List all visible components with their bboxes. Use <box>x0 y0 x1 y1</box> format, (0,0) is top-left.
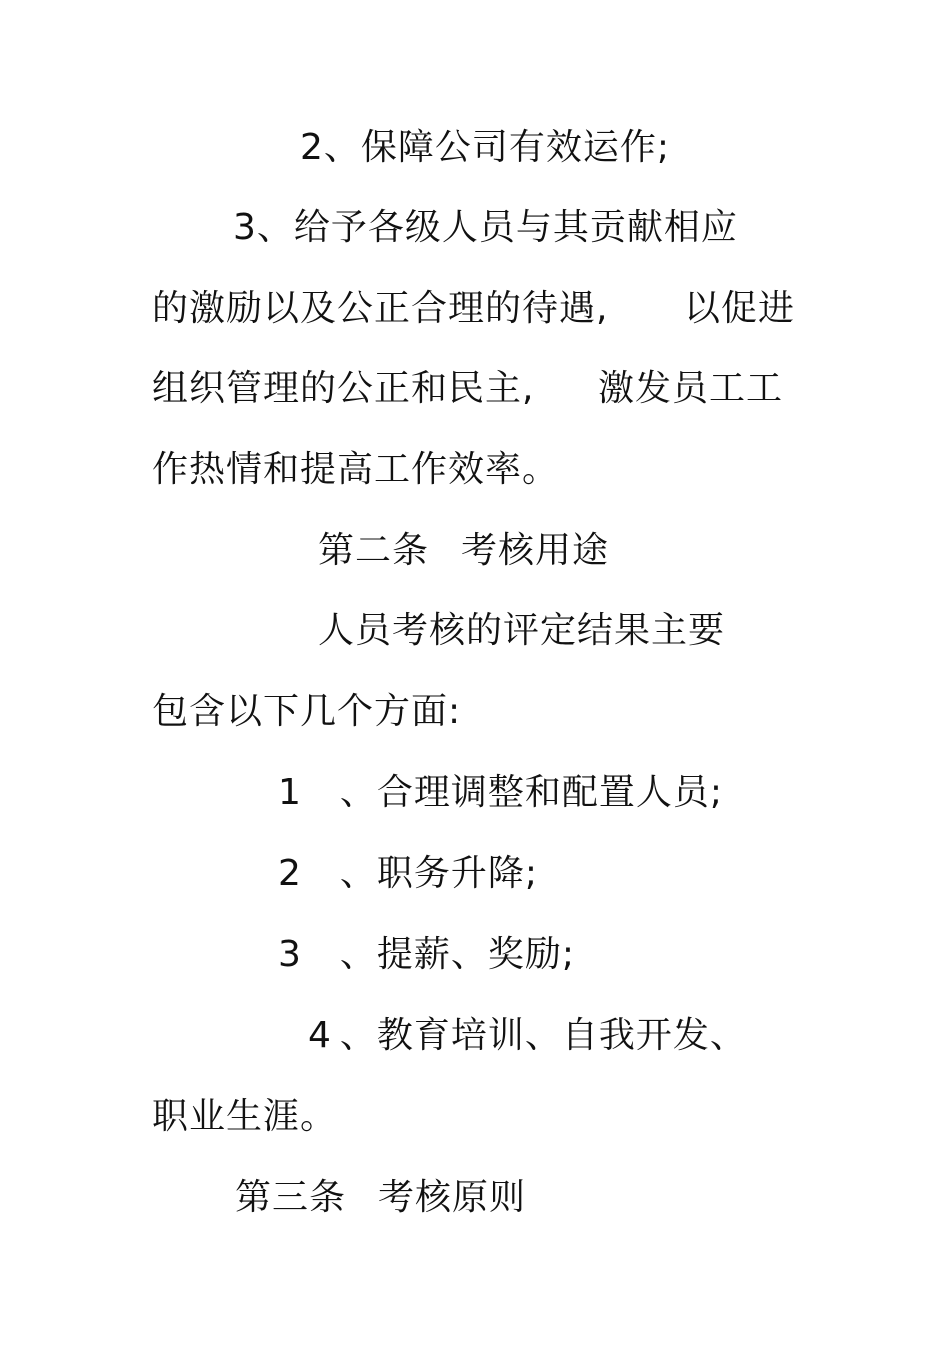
section-title: 考核用途 <box>461 530 610 571</box>
list-number: 4 <box>308 1015 332 1056</box>
list-text: 、合理调整和配置人员; <box>339 772 724 813</box>
line-text: 组织管理的公正和民主, <box>152 368 535 409</box>
paragraph-line <box>152 690 461 734</box>
line-text: 人员考核的评定结果主要 <box>318 610 726 651</box>
line-text: 作热情和提高工作效率。 <box>152 449 560 490</box>
line-text: 3、给予各级人员与其贡献相应 <box>233 207 738 248</box>
section-number: 第三条 <box>235 1177 347 1218</box>
list-number: 1 <box>278 772 302 813</box>
line-text: 的激励以及公正合理的待遇, <box>152 288 609 329</box>
line-text: 激发员工工 <box>598 368 784 409</box>
line-text: 以促进 <box>684 288 796 329</box>
line-text: 2、保障公司有效运作; <box>300 127 671 168</box>
paragraph-line <box>233 206 738 250</box>
paragraph-line <box>318 609 725 653</box>
list-text: 、职务升降; <box>339 853 539 894</box>
list-number: 3 <box>278 934 302 975</box>
paragraph-line <box>684 287 795 331</box>
paragraph-line <box>300 126 670 170</box>
paragraph-line <box>152 1095 337 1139</box>
list-text: 、提薪、奖励; <box>339 934 576 975</box>
paragraph-line <box>152 448 559 492</box>
list-item <box>308 1014 747 1058</box>
paragraph-line <box>152 367 534 411</box>
paragraph-line <box>598 367 783 411</box>
section-heading <box>235 1176 526 1220</box>
list-text: 、教育培训、自我开发、 <box>339 1015 747 1056</box>
line-text: 包含以下几个方面: <box>152 691 462 732</box>
list-item <box>278 771 723 815</box>
line-text: 职业生涯。 <box>152 1096 338 1137</box>
section-title: 考核原则 <box>378 1177 527 1218</box>
section-number: 第二条 <box>318 530 430 571</box>
list-item <box>278 933 575 977</box>
paragraph-line <box>152 287 608 331</box>
list-item <box>278 852 538 896</box>
section-heading <box>318 529 609 573</box>
list-number: 2 <box>278 853 302 894</box>
